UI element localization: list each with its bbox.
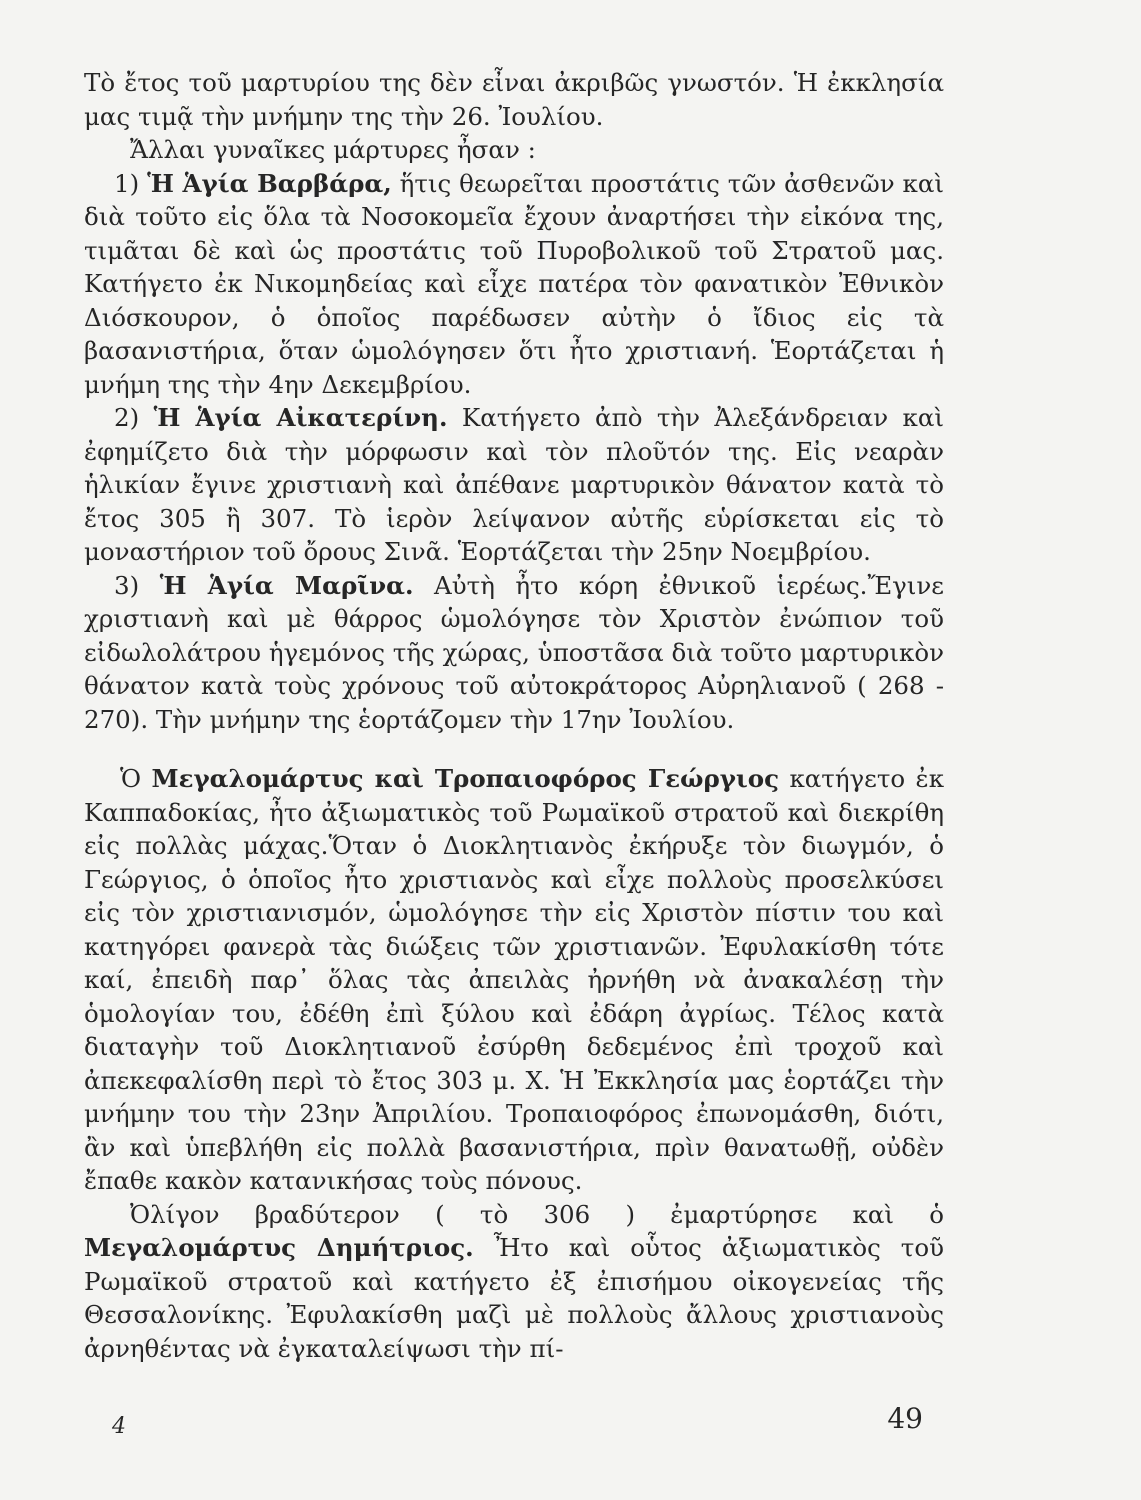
item-number: 3) [114,570,160,600]
item-number: 2) [114,403,154,432]
saint-name-dimitrios: Μεγαλομάρτυς Δημήτριος. [84,1233,474,1262]
paragraph-aikaterini [84,401,944,569]
body-text [84,66,944,1365]
paragraph-text: κατήγετο ἐκ Καππαδοκίας, ἦτο ἀξιωματικὸς τοῦ Ρωμαϊκοῦ στρατοῦ καὶ διεκρίθη εἰς πολλὰς μάχας.Ὅταν ὁ Διοκλητιανὸς ἐκήρυξε τὸν διωγμόν, ὁ Γεώργιος, ὁ ὁποῖος ἦτο χριστιανὸς καὶ εἶχε πολλοὺς προσελκύσει εἰς τὸν χριστιανισμόν, ὡμολόγησε τὴν εἰς Χριστὸν πίστιν του καὶ κατηγόρει φανερὰ τὰς διώξεις τῶν χριστιανῶν. Ἐφυλακίσθη τότε καί, ἐπειδὴ παρ᾽ ὅλας τὰς ἀπειλὰς ἠρνήθη νὰ ἀνακαλέσῃ τὴν ὁμολογίαν του, ἐδέθη ἐπὶ ξύλου καὶ ἐδάρη ἀγρίως. Τέλος κατὰ διαταγὴν τοῦ Διοκλητιανοῦ ἐσύρθη δεδεμένος ἐπὶ τροχοῦ καὶ ἀπεκεφαλίσθη περὶ τὸ ἔτος 303 μ. Χ. Ἡ Ἐκκλησία μας ἑορτάζει τὴν μνήμην του τὴν 23ην Ἀπριλίου. Τροπαιοφόρος ἐπωνομάσθη, διότι, ἂν καὶ ὑπεβλήθη εἰς πολλὰ βασανιστήρια, πρὶν θανατωθῇ, οὐδὲν ἔπαθε κακὸν κατανικήσας τοὺς πόνους. [84,764,945,1195]
paragraph-barbara [84,167,944,402]
item-number: 1) [114,168,148,198]
paragraph-dimitrios [84,1198,944,1366]
paragraph-prefix: Ὁ [120,764,152,793]
saint-name-marina: Ἡ Ἁγία Μαρῖνα. [159,570,414,600]
saint-name-barbara: Ἡ Ἁγία Βαρβάρα, [147,168,392,198]
paragraph-text: Αὐτὴ ἦτο κόρη ἐθνικοῦ ἱερέως.Ἔγινε χριστιανὴ καὶ μὲ θάρρος ὡμολόγησε τὸν Χριστὸν ἐνώπιον τοῦ εἰδωλολάτρου ἡγεμόνος τῆς χώρας, ὑποστᾶσα διὰ τοῦτο μαρτυρικὸν θάνατον κατὰ τοὺς χρόνους τοῦ αὐτοκράτορος Αὐρηλιανοῦ ( 268 - 270). Τὴν μνήμην της ἑορτάζομεν τὴν 17ην Ἰουλίου. [84,570,944,734]
paragraph-prefix: Ὀλίγον βραδύτερον ( τὸ 306 ) ἐμαρτύρησε καὶ ὁ [130,1199,944,1229]
paragraph-other-martyrs: Ἄλλαι γυναῖκες μάρτυρες ἦσαν : [130,135,536,164]
saint-name-georgios: Μεγαλομάρτυς καὶ Τροπαιοφόρος Γεώργιος [151,764,780,793]
paragraph-text: Ἦτο καὶ οὗτος ἀξιωματικὸς τοῦ Ρωμαϊκοῦ στρατοῦ καὶ κατήγετο ἐξ ἐπισήμου οἰκογενείας τῆς Θεσσαλονίκης. Ἐφυλακίσθη μαζὶ μὲ πολλοὺς ἄλλους χριστιανοὺς ἀρνηθέντας νὰ ἐγκαταλείψωσι τὴν πί- [84,1233,944,1363]
saint-name-aikaterini: Ἡ Ἁγία Αἰκατερίνη. [153,403,448,432]
signature-mark: 4 [112,1414,126,1439]
paragraph-marina [84,569,944,737]
paragraph-text: Κατήγετο ἀπὸ τὴν Ἀλεξάνδρειαν καὶ ἐφημίζετο διὰ τὴν μόρφωσιν καὶ τὸν πλοῦτόν της. Εἰς νεαρὰν ἡλικίαν ἔγινε χριστιανὴ καὶ ἀπέθανε μαρτυρικὸν θάνατον κατὰ τὸ ἔτος 305 ἢ 307. Τὸ ἱερὸν λείψανον αὐτῆς εὑρίσκεται εἰς τὸ μοναστήριον τοῦ ὄρους Σινᾶ. Ἑορτάζεται τὴν 25ην Νοεμβρίου. [84,403,944,566]
page-number: 49 [887,1402,923,1435]
paragraph-text: ἥτις θεωρεῖται προστάτις τῶν ἀσθενῶν καὶ διὰ τοῦτο εἰς ὅλα τὰ Νοσοκομεῖα ἔχουν ἀναρτήσει τὴν εἰκόνα της, τιμᾶται δὲ καὶ ὡς προστάτις τοῦ Πυροβολικοῦ τοῦ Στρατοῦ μας. Κατήγετο ἐκ Νικομηδείας καὶ εἶχε πατέρα τὸν φανατικὸν Ἐθνικὸν Διόσκουρον, ὁ ὁποῖος παρέδωσεν αὐτὴν ὁ ἴδιος εἰς τὰ βασανιστήρια, ὅταν ὡμολόγησεν ὅτι ἦτο χριστιανή. Ἑορτάζεται ἡ μνήμη της τὴν 4ην Δεκεμβρίου. [84,168,944,399]
paragraph-georgios [84,762,944,1198]
paragraph-intro: Τὸ ἔτος τοῦ μαρτυρίου της δὲν εἶναι ἀκριβῶς γνωστόν. Ἡ ἐκκλησία μας τιμᾷ τὴν μνήμην της τὴν 26. Ἰουλίου. [84,68,944,131]
